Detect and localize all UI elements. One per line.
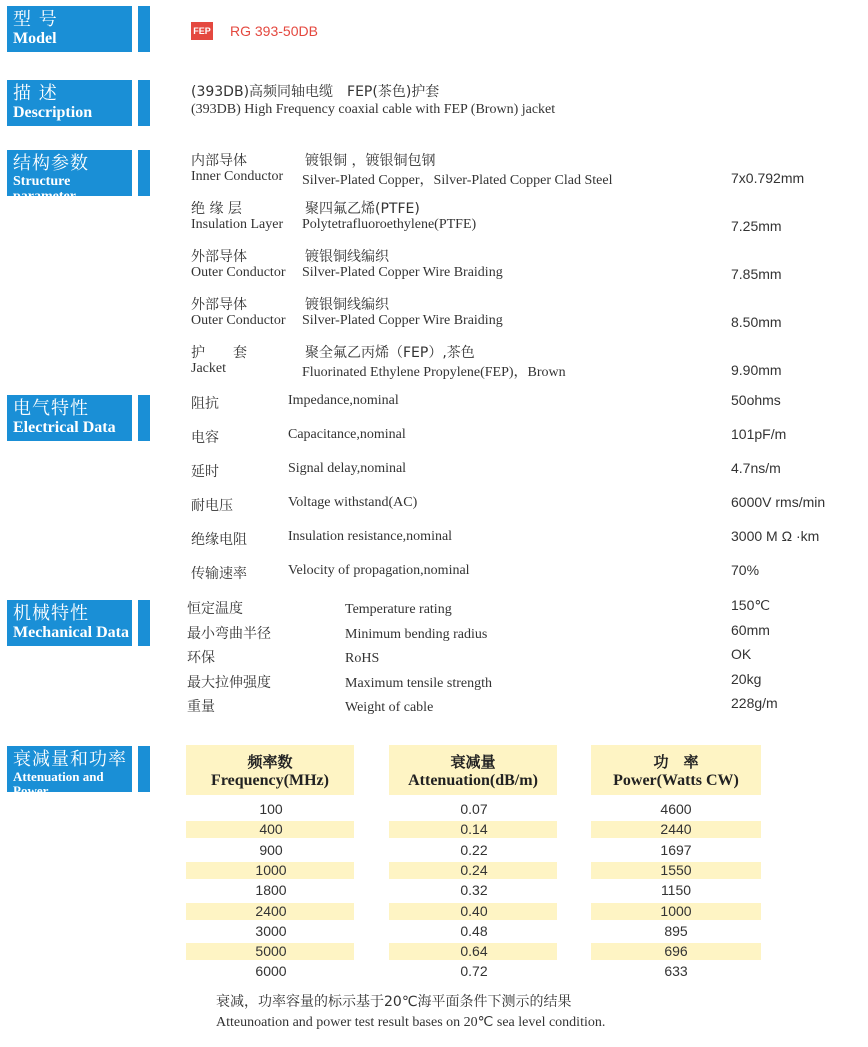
structure-desc-en: Silver-Plated Copper，Silver-Plated Copper Clad Steel (302, 173, 613, 188)
table-cell: 633 (664, 963, 688, 980)
mechanical-label-en: Minimum bending radius (345, 626, 488, 642)
table-header-frequency: 频率数 Frequency(MHz) (186, 745, 354, 795)
structure-label-en: Outer Conductor (191, 265, 286, 280)
table-cell: 0.24 (460, 861, 488, 878)
electrical-label-zh: 阻抗 (191, 396, 219, 412)
footnote-zh: 衰减，功率容量的标示基于20℃海平面条件下测示的结果 (216, 994, 572, 1010)
table-cell: 6000 (255, 963, 287, 980)
structure-value: 7x0.792mm (731, 170, 805, 186)
mechanical-value: 228g/m (731, 695, 778, 711)
section-bar (138, 395, 150, 441)
table-cell: 400 (259, 821, 283, 838)
electrical-label-en: Voltage withstand(AC) (288, 495, 418, 510)
table-cell: 1150 (660, 882, 692, 899)
electrical-value: 6000V rms/min (731, 494, 826, 510)
table-cell: 0.32 (460, 882, 488, 899)
electrical-label-en: Capacitance,nominal (288, 427, 406, 442)
mechanical-label-zh: 最大拉伸强度 (187, 674, 271, 691)
structure-desc-zh: 聚四氟乙烯(PTFE) (305, 201, 420, 217)
table-cell: 900 (259, 841, 283, 858)
table-cell: 2440 (660, 821, 692, 838)
table-cell: 0.07 (460, 801, 488, 817)
section-label-electrical: 电气特性 Electrical Data (7, 395, 132, 441)
electrical-label-zh: 耐电压 (191, 498, 233, 514)
electrical-value: 3000 M Ω ·km (731, 528, 820, 544)
table-cell: 0.48 (460, 922, 488, 939)
electrical-label-en: Velocity of propagation,nominal (288, 563, 470, 578)
table-cell: 100 (259, 801, 283, 817)
mechanical-label-en: Maximum tensile strength (345, 675, 492, 691)
structure-value: 9.90mm (731, 362, 782, 378)
table-cell: 0.14 (460, 821, 488, 838)
mechanical-label-zh: 最小弯曲半径 (187, 625, 271, 642)
table-header-attenuation: 衰减量 Attenuation(dB/m) (389, 745, 557, 795)
electrical-label-en: Signal delay,nominal (288, 461, 407, 476)
section-bar (138, 150, 150, 196)
section-label-mechanical: 机械特性 Mechanical Data (7, 600, 132, 646)
structure-desc-zh: 聚全氟乙丙烯（FEP）,茶色 (305, 345, 475, 361)
structure-value: 7.25mm (731, 218, 782, 234)
mechanical-label-zh: 环保 (187, 650, 215, 666)
structure-label-en: Outer Conductor (191, 313, 286, 328)
table-cell: 5000 (255, 943, 287, 960)
mechanical-value: 150℃ (731, 597, 771, 613)
description-en: (393DB) High Frequency coaxial cable with FEP (Brown) jacket (191, 102, 556, 117)
mechanical-value: 60mm (731, 621, 770, 638)
model-name: RG 393-50DB (230, 23, 318, 39)
structure-desc-zh: 镀银铜线编织 (305, 249, 389, 265)
table-cell: 3000 (255, 922, 287, 939)
structure-label-zh: 绝 缘 层 (191, 201, 242, 217)
table-cell: 895 (664, 922, 688, 939)
section-bar (138, 746, 150, 792)
structure-value: 8.50mm (731, 314, 782, 330)
table-header-power: 功 率 Power(Watts CW) (591, 745, 761, 795)
structure-label-zh: 外部导体 (191, 297, 247, 313)
mechanical-label-zh: 恒定温度 (187, 601, 243, 617)
mechanical-label-en: RoHS (345, 651, 380, 666)
mechanical-value: 20kg (731, 670, 762, 687)
structure-label-en: Inner Conductor (191, 169, 284, 184)
electrical-label-zh: 延时 (191, 464, 219, 480)
structure-value: 7.85mm (731, 266, 782, 282)
section-label-description: 描 述 Description (7, 80, 132, 126)
section-bar (138, 6, 150, 52)
footnote-en: Atteunoation and power test result bases on 20℃ sea level condition. (216, 1015, 606, 1030)
structure-desc-zh: 镀银铜 ，镀银铜包钢 (305, 153, 436, 169)
table-cell: 2400 (255, 902, 287, 919)
structure-desc-en: Silver-Plated Copper Wire Braiding (302, 313, 503, 328)
section-label-model: 型 号 Model (7, 6, 132, 52)
table-cell: 1800 (255, 882, 287, 899)
electrical-value: 50ohms (731, 392, 781, 408)
mechanical-label-en: Weight of cable (345, 700, 434, 715)
table-cell: 0.72 (460, 963, 488, 980)
table-cell: 0.64 (460, 943, 488, 960)
table-cell: 4600 (660, 801, 692, 817)
table-cell: 0.22 (460, 841, 488, 858)
structure-label-zh: 护 套 (191, 345, 247, 361)
structure-label-en: Jacket (191, 361, 226, 376)
structure-desc-en: Silver-Plated Copper Wire Braiding (302, 265, 503, 280)
electrical-label-zh: 传输速率 (191, 566, 247, 582)
table-cell: 0.40 (460, 902, 488, 919)
structure-label-zh: 外部导体 (191, 249, 247, 265)
electrical-label-en: Insulation resistance,nominal (288, 529, 453, 544)
description-zh: (393DB)高频同轴电缆 FEP(茶色)护套 (191, 84, 440, 100)
table-cell: 1000 (660, 902, 692, 919)
electrical-value: 70% (731, 562, 760, 578)
structure-label-en: Insulation Layer (191, 217, 284, 232)
table-cell: 696 (664, 943, 688, 960)
table-cell: 1000 (255, 861, 287, 878)
table-cell: 1697 (660, 841, 692, 858)
fep-badge: FEP (191, 22, 213, 40)
electrical-label-zh: 电容 (191, 430, 219, 446)
section-label-attenuation: 衰减量和功率 Attenuation and Power (7, 746, 132, 792)
mechanical-label-en: Temperature rating (345, 602, 452, 617)
mechanical-value: OK (731, 646, 752, 662)
electrical-label-zh: 绝缘电阻 (191, 532, 247, 548)
section-label-structure: 结构参数 Structure parameter (7, 150, 132, 196)
section-bar (138, 600, 150, 646)
section-bar (138, 80, 150, 126)
electrical-value: 4.7ns/m (731, 460, 781, 476)
structure-label-zh: 内部导体 (191, 153, 247, 169)
table-cell: 1550 (660, 861, 692, 878)
electrical-value: 101pF/m (731, 426, 787, 442)
structure-desc-en: Polytetrafluoroethylene(PTFE) (302, 217, 477, 232)
structure-desc-zh: 镀银铜线编织 (305, 297, 389, 313)
electrical-label-en: Impedance,nominal (288, 393, 399, 408)
structure-desc-en: Fluorinated Ethylene Propylene(FEP)，Brown (302, 365, 566, 380)
mechanical-label-zh: 重量 (187, 699, 215, 715)
